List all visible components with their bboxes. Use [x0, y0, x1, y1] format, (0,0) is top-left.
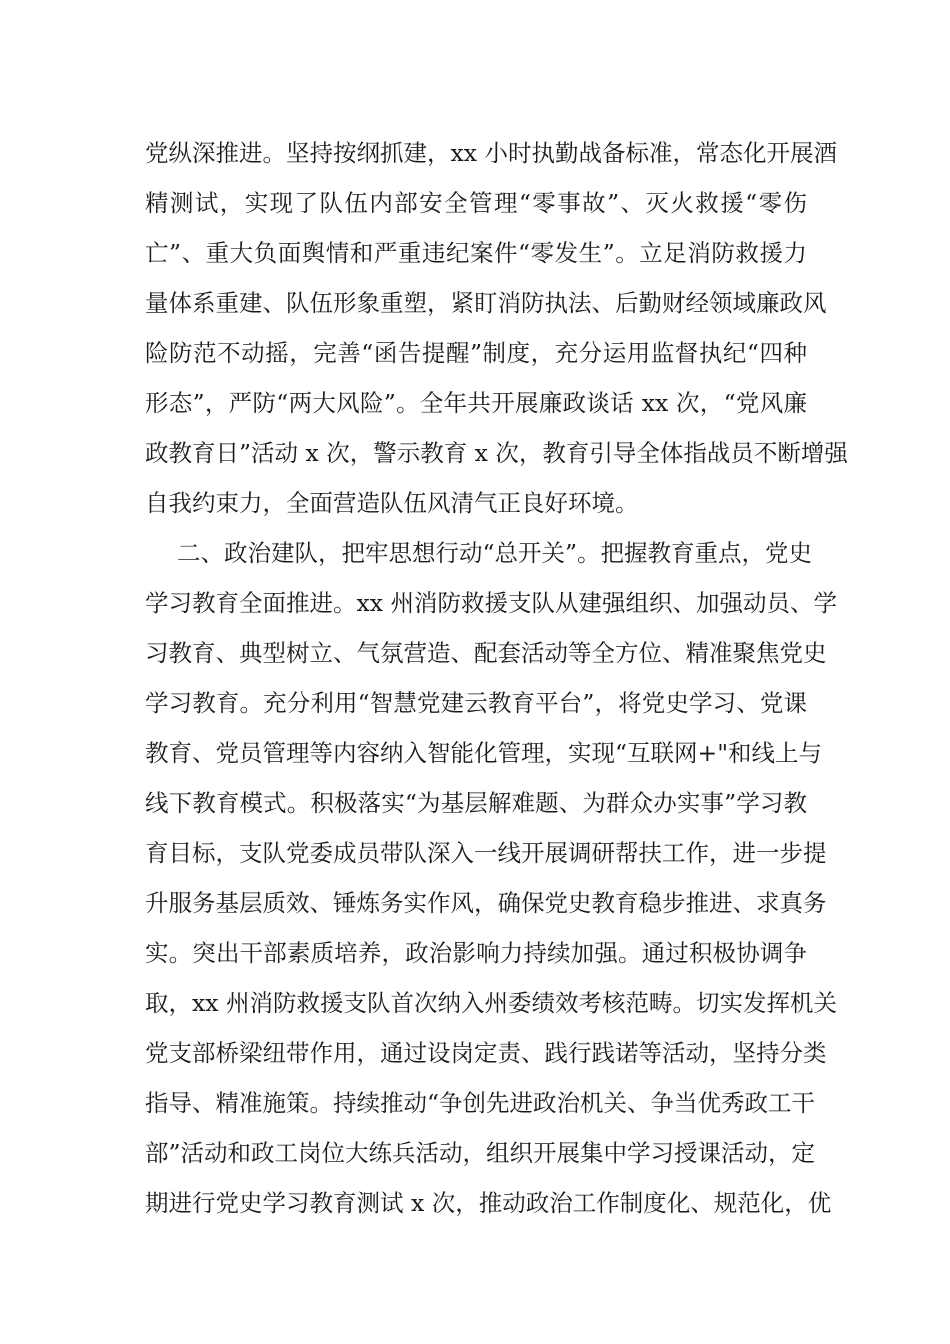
paragraph-line: 政教育日”活动 x 次，警示教育 x 次，教育引导全体指战员不断增强 — [145, 439, 848, 467]
paragraph-line: 指导、精准施策。持续推动“争创先进政治机关、争当优秀政工干 — [145, 1089, 816, 1117]
paragraph-line: 教育、党员管理等内容纳入智能化管理，实现“互联网+"和线上与 — [145, 739, 823, 767]
paragraph-line: 部”活动和政工岗位大练兵活动，组织开展集中学习授课活动，定 — [145, 1139, 816, 1167]
paragraph-line: 线下教育模式。积极落实“为基层解难题、为群众办实事”学习教 — [145, 789, 807, 817]
paragraph-line: 期进行党史学习教育测试 x 次，推动政治工作制度化、规范化，优 — [145, 1189, 832, 1217]
paragraph-line: 学习教育全面推进。xx 州消防救援支队从建强组织、加强动员、学 — [145, 589, 837, 617]
paragraph-line: 自我约束力，全面营造队伍风清气正良好环境。 — [145, 489, 639, 517]
paragraph-line: 险防范不动摇，完善“函告提醒”制度，充分运用监督执纪“四种 — [145, 339, 807, 367]
paragraph-line: 量体系重建、队伍形象重塑，紧盯消防执法、后勤财经领域廉政风 — [145, 289, 827, 317]
paragraph-line: 亡”、重大负面舆情和严重违纪案件“零发生”。立足消防救援力 — [145, 239, 807, 267]
paragraph-line: 育目标，支队党委成员带队深入一线开展调研帮扶工作，进一步提 — [145, 839, 827, 867]
paragraph-line: 精测试，实现了队伍内部安全管理“零事故”、灭火救援“零伤 — [145, 189, 807, 217]
paragraph-line: 二、政治建队，把牢思想行动“总开关”。把握教育重点，党史 — [177, 539, 813, 567]
paragraph-line: 党支部桥梁纽带作用，通过设岗定责、践行践诺等活动，坚持分类 — [145, 1039, 827, 1067]
paragraph-line: 实。突出干部素质培养，政治影响力持续加强。通过积极协调争 — [145, 939, 807, 967]
paragraph-line: 习教育、典型树立、气氛营造、配套活动等全方位、精准聚焦党史 — [145, 639, 827, 667]
paragraph-line: 学习教育。充分利用“智慧党建云教育平台”，将党史学习、党课 — [145, 689, 807, 717]
paragraph-line: 形态”，严防“两大风险”。全年共开展廉政谈话 xx 次，“党风廉 — [145, 389, 807, 417]
paragraph-line: 升服务基层质效、锤炼务实作风，确保党史教育稳步推进、求真务 — [145, 889, 827, 917]
paragraph-line: 取，xx 州消防救援支队首次纳入州委绩效考核范畴。切实发挥机关 — [145, 989, 837, 1017]
paragraph-line: 党纵深推进。坚持按纲抓建，xx 小时执勤战备标准，常态化开展酒 — [145, 139, 837, 167]
